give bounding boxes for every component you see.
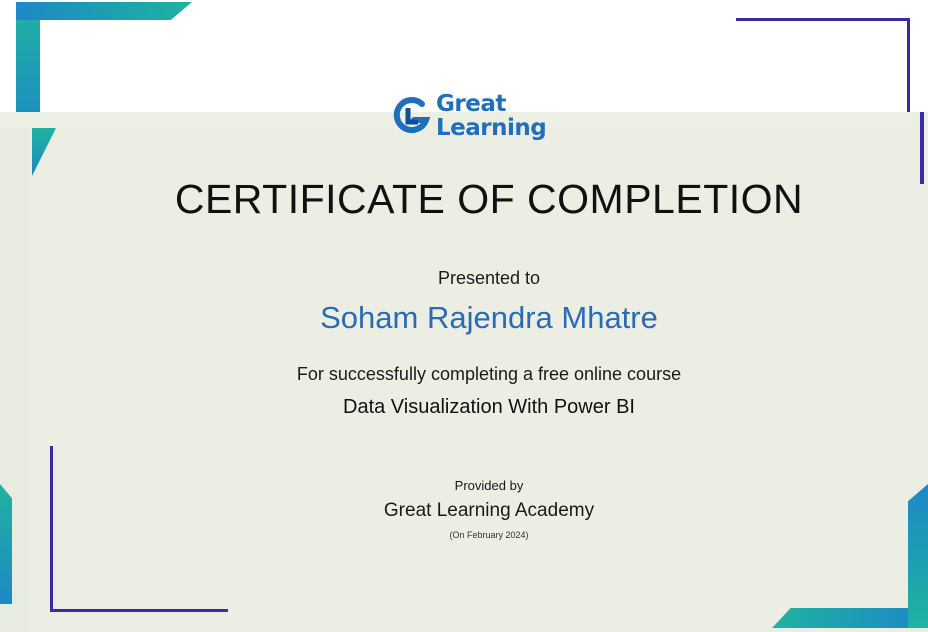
presented-to-label: Presented to [437, 268, 541, 288]
course-name: Data Visualization With Power BI [343, 396, 635, 418]
top-left-corner-strip [16, 2, 192, 20]
great-learning-logo-icon [392, 96, 436, 136]
bottom-left-frame-corner [50, 446, 228, 612]
provider-name: Great Learning Academy [383, 500, 595, 521]
completion-date: (On February 2024) [449, 530, 529, 540]
great-learning-logo [392, 92, 572, 144]
logo-wordmark [436, 92, 546, 140]
certificate-title: CERTIFICATE OF COMPLETION [174, 176, 804, 222]
logo-line-1: Great [436, 91, 506, 117]
recipient-name: Soham Rajendra Mhatre [320, 300, 658, 335]
logo-line-2: Learning [436, 115, 547, 141]
provided-by-label: Provided by [454, 478, 524, 493]
top-right-frame-corner [736, 18, 910, 114]
bottom-right-corner-strip [772, 608, 928, 628]
top-right-frame-line [920, 112, 924, 184]
completion-statement: For successfully completing a free online course [296, 364, 682, 384]
